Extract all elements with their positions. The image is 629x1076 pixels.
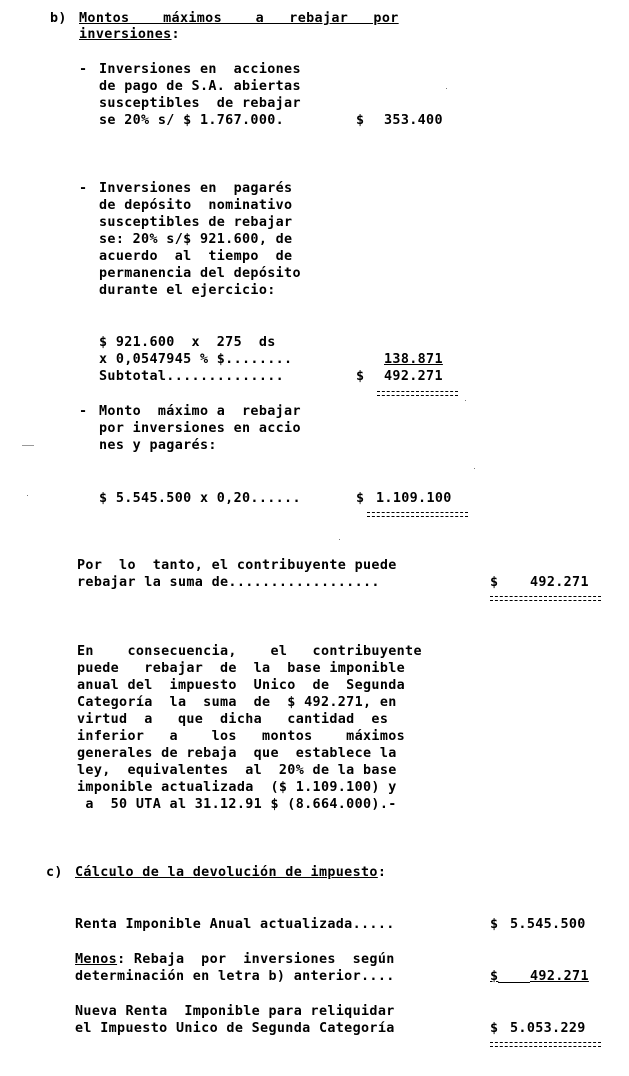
- row2-underline-fill: [498, 982, 530, 983]
- row3-currency: $: [490, 1021, 499, 1036]
- item3-bullet: -: [79, 404, 88, 419]
- row2-currency: $: [490, 969, 499, 984]
- section-c-title: Cálculo de la devolución de impuesto: [75, 865, 378, 880]
- item2-calc-line2: x 0,0547945 % $........: [99, 352, 293, 367]
- item2-line-1: Inversiones en pagarés: [99, 181, 293, 196]
- section-b-title-colon: :: [171, 27, 180, 42]
- paragraph-line-6: inferior a los montos máximos: [77, 729, 406, 744]
- item1-currency: $: [356, 113, 365, 128]
- item3-line-1: Monto máximo a rebajar: [99, 404, 301, 419]
- scan-speck: [446, 88, 447, 89]
- paragraph-line-5: virtud a que dicha cantidad es: [77, 712, 389, 727]
- section-c-title-wrap: [75, 864, 386, 881]
- row1-label: Renta Imponible Anual actualizada.....: [75, 917, 395, 932]
- row2-line2: determinación en letra b) anterior....: [75, 969, 395, 984]
- row3-amount: 5.053.229: [510, 1021, 586, 1036]
- item1-line-1: Inversiones en acciones: [99, 62, 301, 77]
- final-double-rule: [490, 1042, 601, 1047]
- item2-line-5: acuerdo al tiempo de: [99, 249, 293, 264]
- paragraph-line-2: puede rebajar de la base imponible: [77, 661, 406, 676]
- max-double-rule: [367, 512, 468, 517]
- paragraph-line-8: ley, equivalentes al 20% de la base: [77, 763, 397, 778]
- row2-prefix: Menos: [75, 952, 118, 967]
- item2-line-3: susceptibles de rebajar: [99, 215, 293, 230]
- row3-line2: el Impuesto Unico de Segunda Categoría: [75, 1021, 395, 1036]
- item3-calc-currency: $: [356, 491, 365, 506]
- section-b-title-line1: Montos máximos a rebajar por: [79, 11, 399, 26]
- item1-line-3: susceptibles de rebajar: [99, 96, 301, 111]
- row3-line1: Nueva Renta Imponible para reliquidar: [75, 1004, 395, 1019]
- item2-subtotal-currency: $: [356, 369, 365, 384]
- conclusion-line1: Por lo tanto, el contribuyente puede: [77, 558, 397, 573]
- scan-speck: [339, 539, 340, 540]
- item3-calc-line: $ 5.545.500 x 0,20......: [99, 491, 301, 506]
- paragraph-line-10: a 50 UTA al 31.12.91 $ (8.664.000).-: [77, 797, 397, 812]
- paragraph-line-7: generales de rebaja que establece la: [77, 746, 397, 761]
- scan-speck: [474, 468, 475, 469]
- paragraph-line-1: En consecuencia, el contribuyente: [77, 644, 422, 659]
- item2-bullet: -: [79, 181, 88, 196]
- row2-line1: [75, 951, 395, 968]
- item2-line-6: permanencia del depósito: [99, 266, 301, 281]
- item2-calc-line1: $ 921.600 x 275 ds: [99, 335, 276, 350]
- item3-calc-amount: 1.109.100: [376, 491, 452, 506]
- scan-speck: [22, 445, 34, 446]
- item1-line-2: de pago de S.A. abiertas: [99, 79, 301, 94]
- item1-line-4: se 20% s/ $ 1.767.000.: [99, 113, 285, 128]
- row1-amount: 5.545.500: [510, 917, 586, 932]
- row2-amount: 492.271: [530, 969, 589, 984]
- item2-subtotal-amount: 492.271: [384, 369, 443, 384]
- item2-line-2: de depósito nominativo: [99, 198, 293, 213]
- paragraph-line-3: anual del impuesto Unico de Segunda: [77, 678, 406, 693]
- conclusion-double-rule: [490, 596, 601, 601]
- item2-subtotal-label: Subtotal..............: [99, 369, 285, 384]
- conclusion-amount: 492.271: [530, 575, 589, 590]
- conclusion-line2: rebajar la suma de..................: [77, 575, 380, 590]
- item1-bullet: -: [79, 62, 88, 77]
- section-b-letter: b): [50, 11, 67, 26]
- section-c-title-colon: :: [377, 865, 387, 880]
- row1-currency: $: [490, 917, 499, 932]
- item2-calc-amount: 138.871: [384, 352, 443, 367]
- conclusion-currency: $: [490, 575, 499, 590]
- item2-line-7: durante el ejercicio:: [99, 283, 276, 298]
- section-b-title-line2-wrap: [79, 26, 180, 43]
- scan-speck: [465, 400, 466, 401]
- section-c-letter: c): [46, 865, 63, 880]
- subtotal-double-rule: [377, 391, 458, 396]
- scan-speck: [27, 495, 28, 496]
- item2-line-4: se: 20% s/$ 921.600, de: [99, 232, 293, 247]
- item3-line-2: por inversiones en accio: [99, 421, 301, 436]
- paragraph-line-9: imponible actualizada ($ 1.109.100) y: [77, 780, 397, 795]
- section-b-title-line2: inversiones: [79, 27, 172, 42]
- item3-line-3: nes y pagarés:: [99, 438, 217, 453]
- row2-rest: : Rebaja por inversiones según: [117, 952, 395, 967]
- paragraph-line-4: Categoría la suma de $ 492.271, en: [77, 695, 397, 710]
- item1-amount: 353.400: [384, 113, 443, 128]
